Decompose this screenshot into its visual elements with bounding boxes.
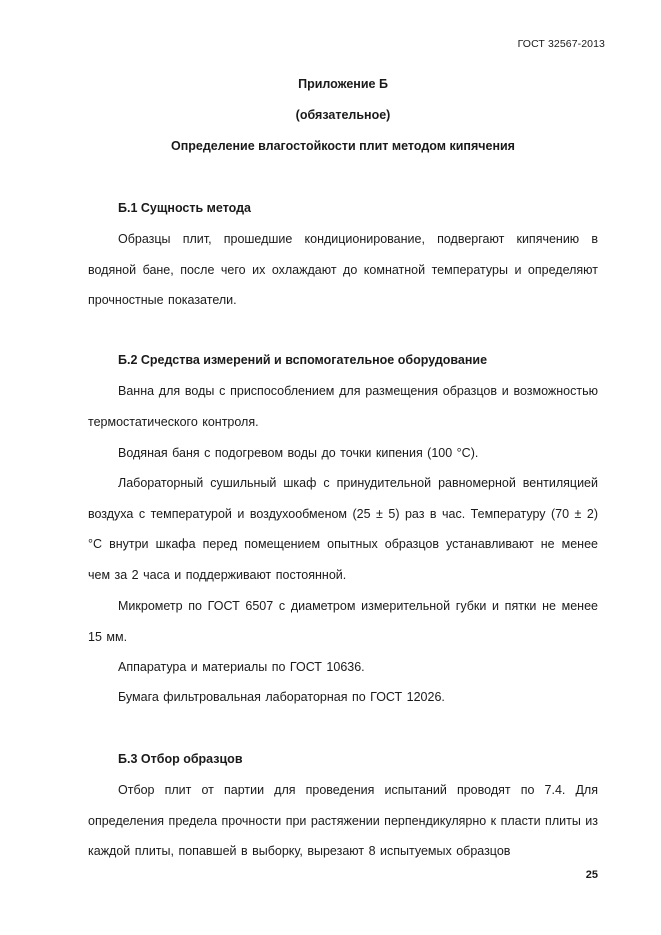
appendix-status: (обязательное): [295, 108, 391, 122]
section-b2-paragraph-5: Аппаратура и материалы по ГОСТ 10636.: [118, 660, 365, 674]
appendix-subject: Определение влагостойкости плит методом кипячения: [171, 139, 515, 153]
section-b2-paragraph-2: Водяная баня с подогревом воды до точки кипения (100 °С).: [118, 446, 479, 460]
section-b2-paragraph-6: Бумага фильтровальная лабораторная по ГОСТ 12026.: [118, 690, 445, 704]
standard-code: ГОСТ 32567-2013: [517, 38, 605, 50]
section-b2-heading: Б.2 Средства измерений и вспомогательное оборудование: [118, 353, 488, 367]
section-b2-paragraph-1: Ванна для воды с приспособлением для размещения образцов и возможностью термостатического контроля.: [88, 384, 598, 429]
section-b2-paragraph-4: Микрометр по ГОСТ 6507 с диаметром измерительной губки и пятки не менее 15 мм.: [88, 599, 598, 644]
page-number: 25: [585, 869, 598, 881]
section-b3-heading: Б.3 Отбор образцов: [118, 752, 243, 766]
appendix-title: Приложение Б: [298, 77, 388, 91]
section-b3-paragraph-1: Отбор плит от партии для проведения испытаний проводят по 7.4. Для определения предела прочности при растяжении перпендикулярно к пласти плиты из каждой плиты, попавшей в выборку, вырезают 8 испытуемых образцов: [88, 783, 599, 858]
section-b1-paragraph-1: Образцы плит, прошедшие кондиционирование, подвергают кипячению в водяной бане, после чего их охлаждают до комнатной температуры и определяют прочностные показатели.: [88, 232, 598, 307]
section-b2-paragraph-3: Лабораторный сушильный шкаф с принудительной равномерной вентиляцией воздуха с температурой и воздухообменом (25 ± 5) раз в час. Температуру (70 ± 2) °С внутри шкафа перед помещением опытных образцов устанавливают не менее чем за 2 часа и поддерживают постоянной.: [88, 476, 598, 582]
section-b1-heading: Б.1 Сущность метода: [118, 201, 252, 215]
